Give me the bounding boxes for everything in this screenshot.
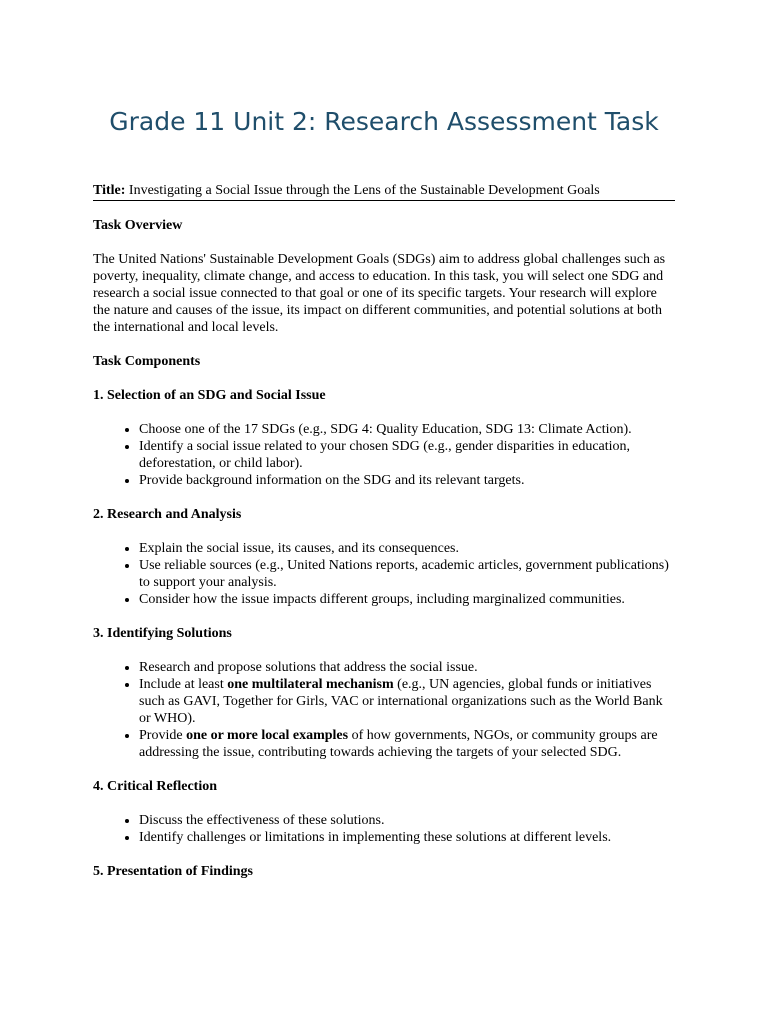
section-2-list	[93, 540, 675, 608]
title-line	[93, 182, 675, 201]
document-body	[93, 182, 675, 897]
section-4-heading: 4. Critical Reflection	[93, 779, 218, 794]
list-item: • Discuss the effectiveness of these solutions.	[139, 812, 675, 829]
list-item: • Explain the social issue, its causes, and its consequences.	[139, 540, 675, 557]
item-text: of how governments, NGOs, or community groups are addressing the issue, contributing towards achieving the targets of your selected SDG.	[139, 728, 658, 760]
overview-heading: Task Overview	[93, 218, 183, 233]
list-item: • Use reliable sources (e.g., United Nations reports, academic articles, government publications) to support your analysis.	[139, 557, 675, 591]
list-item: • Identify challenges or limitations in implementing these solutions at different levels.	[139, 829, 675, 846]
list-item	[139, 727, 675, 761]
list-item: • Identify a social issue related to your chosen SDG (e.g., gender disparities in education, deforestation, or child labor).	[139, 438, 675, 472]
item-text: Provide	[139, 728, 187, 743]
list-item	[139, 676, 675, 727]
section-2-heading: 2. Research and Analysis	[93, 507, 242, 522]
overview-paragraph: The United Nations' Sustainable Development Goals (SDGs) aim to address global challenges such as poverty, inequality, climate change, and access to education. In this task, you will select one SDG and research a social issue connected to that goal or one of its specific targets. Your research will explore the nature and causes of the issue, its impact on different communities, and potential solutions at both the international and local levels.	[93, 252, 666, 335]
item-text: (e.g., UN agencies, global funds or initiatives such as GAVI, Together for Girls, VAC or international organizations such as the World Bank or WHO).	[139, 677, 663, 726]
title-label: Title:	[93, 183, 126, 198]
section-4-list	[93, 812, 675, 846]
list-item: • Provide background information on the SDG and its relevant targets.	[139, 472, 675, 489]
section-5-heading: 5. Presentation of Findings	[93, 864, 253, 879]
section-1-list	[93, 421, 675, 489]
emphasis-local: one or more local examples	[186, 728, 349, 743]
section-1-heading: 1. Selection of an SDG and Social Issue	[93, 388, 326, 403]
section-3-heading: 3. Identifying Solutions	[93, 626, 232, 641]
document-heading: Grade 11 Unit 2: Research Assessment Task	[109, 107, 659, 136]
components-heading: Task Components	[93, 354, 201, 369]
list-item: • Research and propose solutions that address the social issue.	[139, 659, 675, 676]
title-text: Investigating a Social Issue through the Lens of the Sustainable Development Goals	[128, 183, 600, 198]
emphasis-multilateral: one multilateral mechanism	[227, 677, 394, 692]
item-text: Include at least	[139, 677, 228, 692]
list-item: • Consider how the issue impacts different groups, including marginalized communities.	[139, 591, 675, 608]
section-3-list	[93, 659, 675, 761]
list-item: • Choose one of the 17 SDGs (e.g., SDG 4: Quality Education, SDG 13: Climate Action).	[139, 421, 675, 438]
